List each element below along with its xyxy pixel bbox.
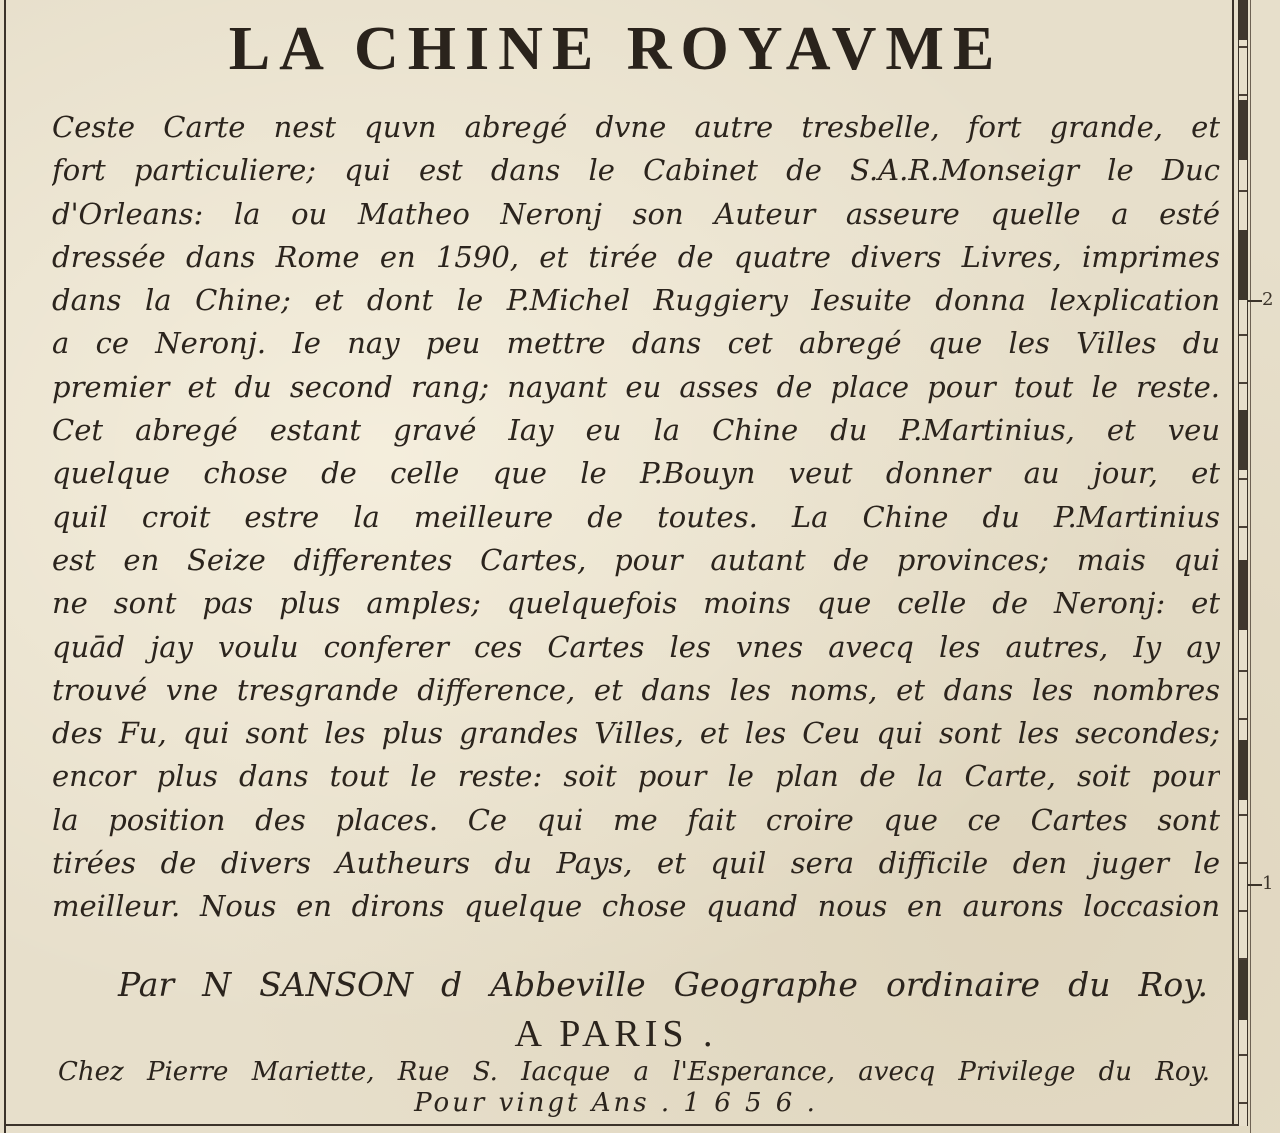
description-line: tirées de divers Autheurs du Pays, et quil sera difficile den juger le <box>52 846 1220 881</box>
publication-place: A PARIS . <box>514 1013 718 1055</box>
description-line: la position des places. Ce qui me fait croire que ce Cartes sont <box>52 802 1220 837</box>
scale-segment <box>1239 230 1247 300</box>
degree-tick <box>1248 300 1262 302</box>
description-line: Cet abregé estant gravé Iay eu la Chine du P.Martinius, et veu <box>52 413 1220 448</box>
description-line: fort particuliere; qui est dans le Cabinet de S.A.R.Monseigr le Duc <box>52 153 1220 188</box>
description-line: encor plus dans tout le reste: soit pour le plan de la Carte, soit pour <box>52 759 1220 794</box>
author-signature: Par N SANSON d Abbeville Geographe ordinaire du Roy. <box>118 965 1208 1004</box>
frame-bottom-border <box>4 1124 1238 1126</box>
description-text <box>52 106 1220 929</box>
degree-tick <box>1248 884 1262 886</box>
privilege-date-line: Pour vingt Ans . 1 6 5 6 . <box>414 1088 818 1118</box>
description-line: a ce Neronj. Ie nay peu mettre dans cet abregé que les Villes du <box>52 326 1220 361</box>
description-line: dans la Chine; et dont le P.Michel Ruggiery Iesuite donna lexplication <box>52 283 1220 318</box>
description-line: premier et du second rang; nayant eu asses de place pour tout le reste. <box>52 369 1220 404</box>
description-line: d'Orleans: la ou Matheo Neronj son Auteur asseure quelle a esté <box>52 196 1220 231</box>
frame-left-border <box>4 0 6 1133</box>
description-line: est en Seize differentes Cartes, pour autant de provinces; mais qui <box>52 542 1220 577</box>
margin-numeral: 2 <box>1262 289 1274 310</box>
scale-segment <box>1239 560 1247 630</box>
publisher-line: Chez Pierre Mariette, Rue S. Iacque a l'Esperance, avecq Privilege du Roy. <box>58 1057 1210 1087</box>
description-line: trouvé vne tresgrande difference, et dans les noms, et dans les nombres <box>52 672 1220 707</box>
scale-segment <box>1239 410 1247 470</box>
description-line: dressée dans Rome en 1590, et tirée de quatre divers Livres, imprimes <box>52 239 1220 274</box>
description-line: quelque chose de celle que le P.Bouyn veut donner au jour, et <box>52 456 1220 491</box>
description-line: Ceste Carte nest quvn abregé dvne autre tresbelle, fort grande, et <box>52 110 1220 144</box>
description-line: des Fu, qui sont les plus grandes Villes, et les Ceu qui sont les secondes; <box>52 716 1220 751</box>
description-line: quil croit estre la meilleure de toutes. La Chine du P.Martinius <box>52 499 1220 534</box>
scale-segment <box>1239 740 1247 800</box>
frame-right-border <box>1232 0 1234 1126</box>
map-title: LA CHINE ROYAVME <box>228 15 1004 83</box>
margin-numeral: 1 <box>1262 873 1274 894</box>
scale-segment <box>1239 0 1247 40</box>
scale-segment <box>1239 960 1247 1020</box>
description-line: ne sont pas plus amples; quelquefois moins que celle de Neronj: et <box>52 586 1220 621</box>
description-line: quād jay voulu conferer ces Cartes les vnes avecq les autres, Iy ay <box>52 629 1220 664</box>
frame-outer-edge <box>1250 0 1251 1133</box>
scale-segment <box>1239 100 1247 160</box>
description-line: meilleur. Nous en dirons quelque chose quand nous en aurons loccasion <box>52 889 1220 924</box>
